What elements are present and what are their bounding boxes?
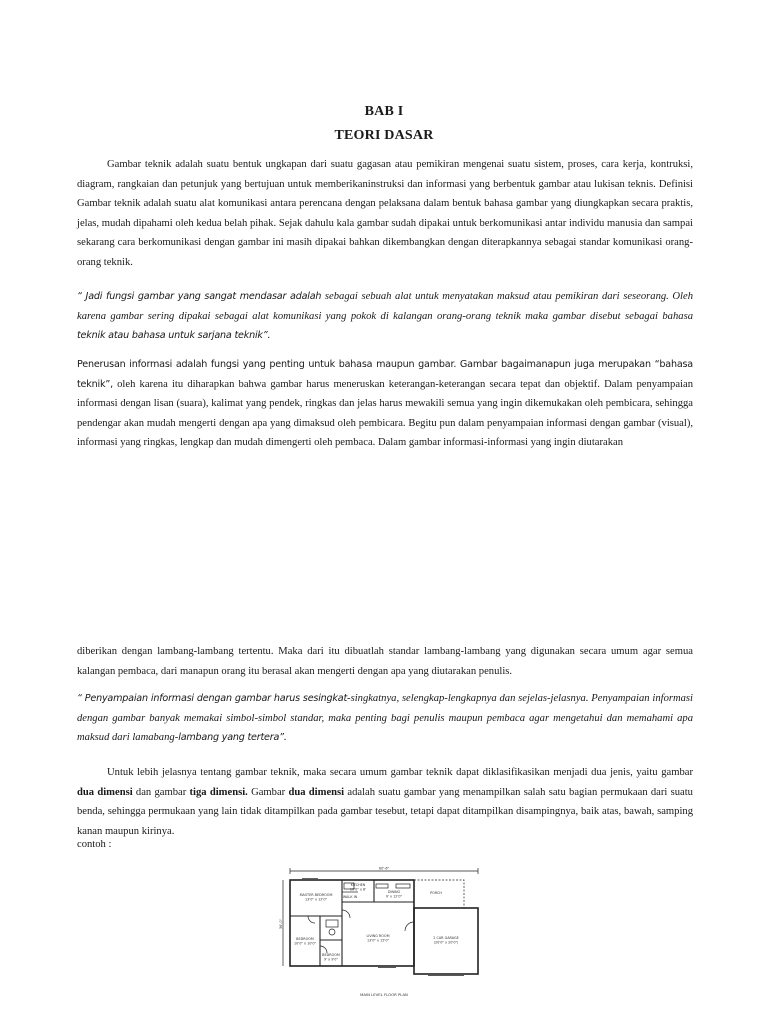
room-master: MASTER BEDROOM [299,893,333,897]
quote-concise-handwritten-end: lambang yang tertera” [178,732,284,744]
room-kitchen: KITCHEN [350,883,366,887]
quote-function-handwritten-end: teknik atau bahasa untuk sarjana teknik” [77,330,268,342]
room-kitchen-size: 10'0" x 8' [349,887,367,892]
room-bedroom-2: BEDROOM [322,953,340,957]
paragraph-classification [77,763,693,841]
room-porch: PORCH [430,891,442,895]
example-label: contoh : [77,839,112,850]
paragraph-information-text: oleh karena itu diharapkan bahwa gambar harus meneruskan keterangan-keterangan secara tepat dan objektif. Dalam penyampaian informasi dengan lisan (suara), kalimat yang pendek, ringkas dan jelas harus mewakili semua yang ingin dikemukakan oleh pembicara, sehingga pendengar akan mudah mengerti dengan apa yang dimaksud oleh pembicara. Begitu pun dalam penyampaian informasi dengan gambar (visual), informasi yang ringkas, lengkap dan mudah dimengerti oleh pembaca. Dalam gambar informasi-informasi yang ingin diutarakan [77,378,693,449]
room-living-size: 13'0" x 15'0" [366,938,390,943]
classification-text-c: Gambar [247,786,289,798]
room-bedroom-1-size: 10'0" x 10'0" [293,941,317,946]
chapter-heading: BAB I [364,104,404,119]
room-walk: WALK IN [342,895,358,899]
quote-concise-text: -singkatnya, selengkap-lengkapnya dan sejelas-jelasnya. Penyampaian informasi dengan gambar banyak memakai simbol-simbol standar, maka penting bagi penulis maupun pembaca agar mengetahui dan memahami apa maksud dari lamabang- [77,693,693,744]
quote-function-period: . [267,330,271,342]
room-master-size: 13'0" x 12'0" [304,897,328,902]
paragraph-symbols: diberikan dengan lambang-lambang tertentu. Maka dari itu dibuatlah standar lambang-lambang yang digunakan secara umum agar semua kalangan pembaca, dari manapun orang itu berasal akan mengerti dengan apa yang diutarakan penulis. [77,646,693,677]
floor-plan-caption: MAIN LEVEL FLOOR PLAN [360,992,408,997]
room-dining-size: 9' x 12'0" [385,894,403,899]
room-dining: DINING [387,890,401,894]
quote-concise-period: . [283,732,287,744]
room-bedroom-2-size: 9' x 9'0" [323,957,339,962]
classification-text-d: adalah suatu gambar yang menampilkan salah satu bagian permukaan dari suatu benda, sehingga permukaan yang lain tidak ditampilkan pada gambar tesebut, tetapi dapat ditampilkan disampingnya, baik atas, bawah, samping kanan maupun kirinya. [77,786,693,837]
quote-function-handwritten: “ Jadi fungsi gambar yang sangat mendasar adalah [77,291,322,302]
classification-text-b: dan gambar [132,786,190,798]
quote-concise [77,689,693,748]
quote-function-text: sebagai sebuah alat untuk menyatakan maksud atau pemikiran dari seseorang. Oleh karena gambar sering dipakai sebagai alat komunikasi yang pokok di kalangan orang-orang teknik maka gambar disebut sebagai bahasa [77,291,693,322]
term-two-dimension: dua dimensi [77,786,133,798]
quote-concise-handwritten: “ Penyampaian informasi dengan gambar harus sesingkat [77,693,348,704]
chapter-title: TEORI DASAR [334,128,434,143]
floor-plan-figure [278,862,488,1002]
paragraph-information-handwritten: Penerusan informasi adalah fungsi yang penting untuk bahasa maupun gambar. Gambar bagaimanapun juga merupakan “bahasa teknik”, [77,359,693,390]
room-garage: 2 CAR GARAGE [433,936,459,940]
term-three-dimension: tiga dimensi. [189,786,248,798]
room-garage-size: (20'0" x 20'0") [433,940,459,945]
classification-text-a: Untuk lebih jelasnya tentang gambar teknik, maka secara umum gambar teknik dapat diklasifikasikan menjadi dua jenis, yaitu gambar [107,767,693,778]
paragraph-information [77,355,693,453]
room-bedroom-1: BEDROOM [296,937,314,941]
room-living: LIVING ROOM [366,934,390,938]
quote-function [77,287,693,346]
term-two-dimension-2: dua dimensi [288,786,345,798]
floor-plan-drawing [278,862,488,1002]
dimension-top: 60'-6" [378,866,390,871]
paragraph-definition: Gambar teknik adalah suatu bentuk ungkapan dari suatu gagasan atau pemikiran mengenai suatu sistem, proses, cara kerja, kontruksi, diagram, rangkaian dan petunjuk yang bertujuan untuk memberikaninstruksi dan informasi yang berbentuk gambar atau lukisan teknis. Definisi Gambar teknik adalah suatu alat komunikasi antara perencana dengan pelaksana dalam bentuk bahasa gambar yang diungkapkan secara praktis, jelas, mudah dipahami oleh kedua belah pihak. Sejak dahulu kala gambar sudah dipakai untuk berkomunikasi antar individu manusia dan sampai sekarang cara berkomunikasi dengan gambar ini masih dipakai bahkan dikembangkan dengan diterapkannya sebagai standar komunikasi orang-orang teknik. [77,159,693,268]
dimension-left: 36'-0" [278,918,283,930]
